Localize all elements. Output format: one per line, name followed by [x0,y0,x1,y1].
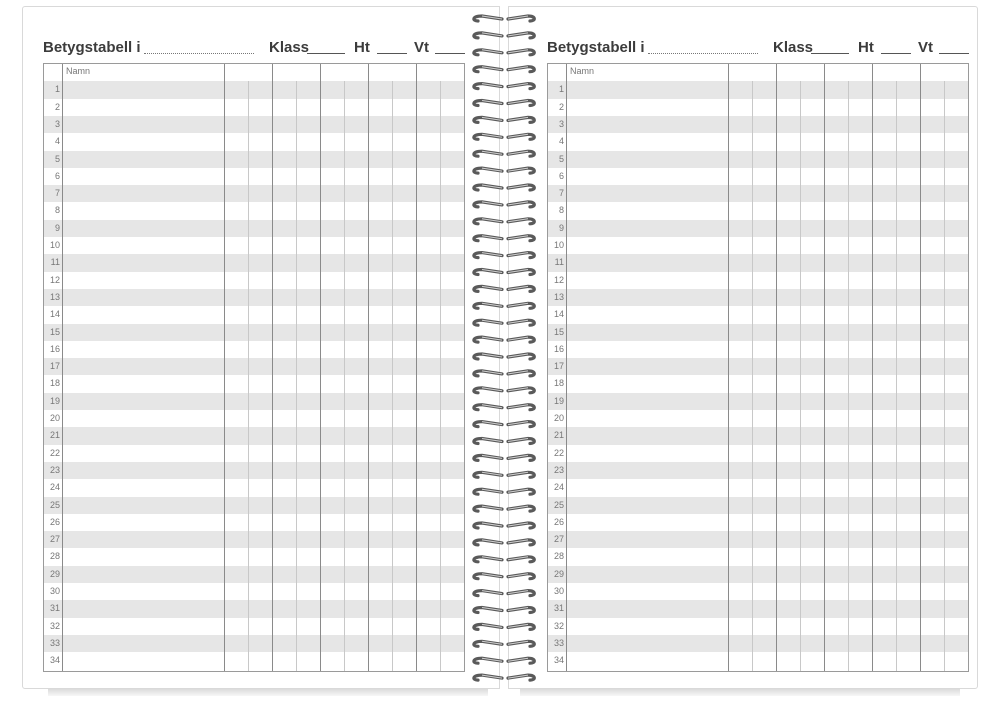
spiral-coil [474,523,534,528]
row-number: 2 [558,101,564,112]
table-row[interactable] [548,531,968,548]
spiral-coil [474,16,534,21]
spiral-coil [474,151,534,156]
table-row[interactable] [548,652,968,669]
row-number: 18 [553,378,564,389]
row-number: 34 [49,655,60,666]
spiral-coil [474,33,534,38]
table-row[interactable] [548,306,968,323]
column-divider [872,64,873,671]
row-number: 27 [553,534,564,545]
table-row[interactable] [44,427,464,444]
spiral-coil [474,405,534,410]
column-divider [776,64,777,671]
table-row[interactable] [548,185,968,202]
row-number: 5 [558,153,564,164]
column-subdivider [248,81,249,671]
table-row[interactable] [548,618,968,635]
table-row[interactable] [44,497,464,514]
column-divider [824,64,825,671]
table-row[interactable] [44,185,464,202]
table-row[interactable] [44,445,464,462]
table-row[interactable] [44,116,464,133]
spiral-coil [474,286,534,291]
table-row[interactable] [44,151,464,168]
column-subdivider [296,81,297,671]
column-divider [272,64,273,671]
left-page-header [43,36,466,58]
table-row[interactable] [44,462,464,479]
table-row[interactable] [44,133,464,150]
row-number: 13 [49,291,60,302]
spiral-coil [474,489,534,494]
klass-label: Klass [773,39,814,56]
row-number: 14 [553,309,564,320]
spiral-coil [474,675,534,680]
column-subdivider [944,81,945,671]
column-subdivider [800,81,801,671]
row-number: 30 [49,586,60,596]
spiral-coil [474,422,534,427]
column-subdivider [752,81,753,671]
spiral-coil [474,506,534,511]
grade-table-left [43,63,465,672]
column-divider [62,64,63,671]
spiral-coil [474,50,534,55]
row-number: 3 [558,118,564,129]
spiral-coil [474,101,534,106]
spiral-coil [474,236,534,241]
spiral-coil [474,557,534,562]
row-number: 26 [553,516,564,527]
spiral-coil [474,641,534,646]
spiral-coil [474,134,534,139]
row-number: 15 [553,326,564,337]
row-number: 30 [553,586,564,596]
row-number: 4 [558,136,564,147]
table-row[interactable] [44,168,464,185]
column-subdivider [392,81,393,671]
table-row[interactable] [548,462,968,479]
row-number: 23 [553,464,564,475]
row-number: 9 [558,222,564,233]
row-number: 2 [54,101,60,112]
spiral-coil [474,84,534,89]
grade-table-right [547,63,969,672]
klass-label: Klass [269,39,310,56]
table-row[interactable] [548,324,968,341]
spiral-coil [474,574,534,579]
row-number: 6 [558,170,564,181]
column-subdivider [344,81,345,671]
row-number: 13 [553,291,564,302]
right-page-header [547,36,970,58]
table-row[interactable] [548,635,968,652]
table-row[interactable] [44,272,464,289]
row-number: 22 [553,447,564,458]
row-number: 1 [54,84,60,95]
spiral-coil [474,253,534,258]
spiral-coil [474,608,534,613]
table-row[interactable] [548,445,968,462]
row-number: 27 [49,534,60,545]
row-number: 9 [54,222,60,233]
table-row[interactable] [44,600,464,617]
table-row[interactable] [548,202,968,219]
spiral-coil [474,67,534,72]
table-row[interactable] [548,600,968,617]
table-row[interactable] [548,514,968,531]
spiral-coil [474,388,534,393]
table-row[interactable] [548,168,968,185]
spiral-coil [474,185,534,190]
row-number: 5 [54,153,60,164]
table-row[interactable] [44,393,464,410]
table-row[interactable] [548,548,968,565]
ht-label: Ht [858,39,874,56]
row-number: 26 [49,516,60,527]
table-row[interactable] [44,99,464,116]
row-number: 19 [553,395,564,406]
row-number: 23 [49,464,60,475]
spiral-coil [474,303,534,308]
table-row[interactable] [44,566,464,583]
header-title: Betygstabell i [547,39,645,56]
table-row[interactable] [44,202,464,219]
column-divider [920,64,921,671]
column-divider [320,64,321,671]
row-number: 33 [49,637,60,648]
row-number: 17 [553,361,564,372]
table-row[interactable] [44,289,464,306]
row-number: 32 [49,620,60,631]
row-number: 8 [558,205,564,216]
row-number: 25 [553,499,564,510]
spiral-coil [474,371,534,376]
subject-field[interactable] [648,53,758,54]
table-row[interactable] [548,220,968,237]
table-row[interactable] [44,652,464,669]
row-number: 29 [49,568,60,579]
row-number: 16 [49,343,60,354]
row-number: 7 [558,188,564,199]
table-row[interactable] [44,324,464,341]
row-number: 29 [553,568,564,579]
column-divider [368,64,369,671]
row-number: 31 [553,603,564,614]
spiral-coil [474,117,534,122]
header-title: Betygstabell i [43,39,141,56]
table-row[interactable] [548,99,968,116]
row-number: 22 [49,447,60,458]
table-header-row [548,64,968,81]
table-row[interactable] [44,254,464,271]
table-row[interactable] [44,531,464,548]
vt-field[interactable] [939,53,969,54]
row-number: 20 [49,413,60,423]
column-divider [224,64,225,671]
table-row[interactable] [548,427,968,444]
spiral-coil [474,320,534,325]
ht-label: Ht [354,39,370,56]
row-number: 34 [553,655,564,666]
table-row[interactable] [548,479,968,496]
table-row[interactable] [548,254,968,271]
table-row[interactable] [44,341,464,358]
row-number: 21 [553,430,564,441]
spiral-coil [474,540,534,545]
name-column-header: Namn [66,66,91,76]
row-number: 10 [553,240,564,250]
row-number: 19 [49,395,60,406]
table-row[interactable] [44,81,464,98]
spiral-coil [474,202,534,207]
table-row[interactable] [548,497,968,514]
spiral-coil [474,337,534,342]
row-number: 10 [49,240,60,250]
spiral-coil [474,270,534,275]
row-number: 20 [553,413,564,423]
table-row[interactable] [44,220,464,237]
table-row[interactable] [44,358,464,375]
table-row[interactable] [44,514,464,531]
table-row[interactable] [548,81,968,98]
klass-field[interactable] [307,53,345,54]
ht-field[interactable] [377,53,407,54]
row-number: 7 [54,188,60,199]
row-number: 15 [49,326,60,337]
table-row[interactable] [548,375,968,392]
table-row[interactable] [548,289,968,306]
row-number: 1 [558,84,564,95]
subject-field[interactable] [144,53,254,54]
spiral-coil [474,219,534,224]
row-number: 3 [54,118,60,129]
table-row[interactable] [44,618,464,635]
table-row[interactable] [44,635,464,652]
row-number: 14 [49,309,60,320]
row-number: 12 [553,274,564,285]
spiral-coil [474,455,534,460]
table-row[interactable] [548,410,968,427]
klass-field[interactable] [811,53,849,54]
table-row[interactable] [44,548,464,565]
table-row[interactable] [548,583,968,600]
right-page [508,6,978,689]
row-number: 6 [54,170,60,181]
table-row[interactable] [548,341,968,358]
spiral-coil [474,472,534,477]
column-subdivider [896,81,897,671]
row-number: 32 [553,620,564,631]
name-column-header: Namn [570,66,595,76]
row-number: 11 [50,257,60,268]
table-row[interactable] [44,237,464,254]
spiral-binding [470,8,540,698]
table-row[interactable] [44,375,464,392]
row-number: 24 [553,482,564,493]
row-number: 24 [49,482,60,493]
row-number: 4 [54,136,60,147]
row-number: 16 [553,343,564,354]
row-number: 21 [49,430,60,441]
vt-label: Vt [918,39,933,56]
spiral-coil [474,168,534,173]
spiral-coil [474,354,534,359]
row-number: 18 [49,378,60,389]
left-page [22,6,500,689]
table-row[interactable] [548,151,968,168]
table-row[interactable] [548,237,968,254]
table-row[interactable] [548,272,968,289]
column-divider [728,64,729,671]
ht-field[interactable] [881,53,911,54]
row-number: 11 [554,257,564,268]
row-number: 28 [49,551,60,562]
row-number: 31 [49,603,60,614]
table-row[interactable] [548,133,968,150]
table-row[interactable] [548,358,968,375]
spiral-coil [474,439,534,444]
table-row[interactable] [548,566,968,583]
table-row[interactable] [44,583,464,600]
row-number: 28 [553,551,564,562]
table-row[interactable] [44,479,464,496]
spiral-coil [474,624,534,629]
vt-label: Vt [414,39,429,56]
table-row[interactable] [548,116,968,133]
spiral-coil [474,658,534,663]
table-header-row [44,64,464,81]
row-number: 25 [49,499,60,510]
row-number: 33 [553,637,564,648]
column-divider [566,64,567,671]
column-subdivider [848,81,849,671]
vt-field[interactable] [435,53,465,54]
table-row[interactable] [548,393,968,410]
table-row[interactable] [44,306,464,323]
table-row[interactable] [44,410,464,427]
row-number: 12 [49,274,60,285]
row-number: 8 [54,205,60,216]
column-divider [416,64,417,671]
column-subdivider [440,81,441,671]
row-number: 17 [49,361,60,372]
spiral-coil [474,591,534,596]
